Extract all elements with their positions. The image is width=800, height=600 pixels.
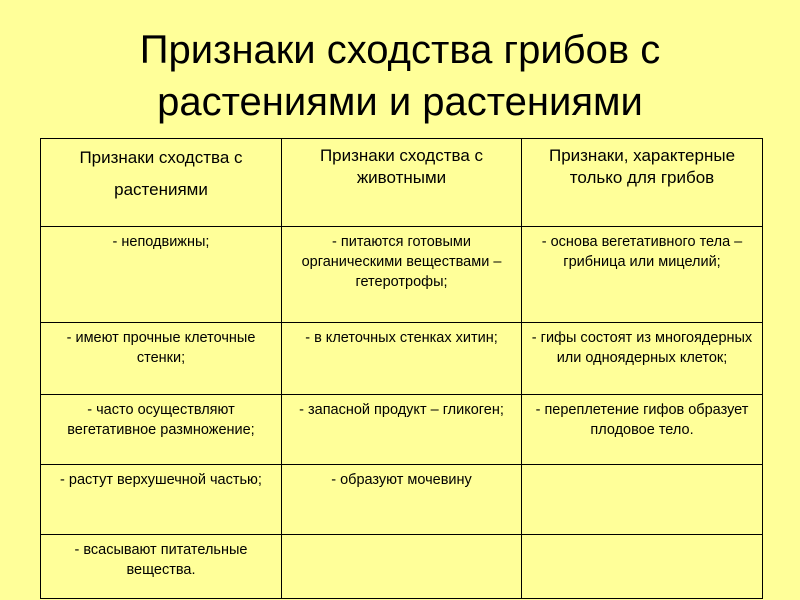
table-cell: - переплетение гифов образует плодовое тело. [522, 395, 763, 465]
table-cell [522, 535, 763, 599]
table-cell: - запасной продукт – гликоген; [282, 395, 522, 465]
table-cell [522, 465, 763, 535]
table-row [41, 395, 763, 465]
header-plants: Признаки сходства с растениями [41, 139, 282, 227]
table-cell: - питаются готовыми органическими веществами – гетеротрофы; [282, 227, 522, 323]
table-cell: - в клеточных стенках хитин; [282, 323, 522, 395]
table-row [41, 465, 763, 535]
table-header-row [41, 139, 763, 227]
table-row [41, 227, 763, 323]
table-cell: - часто осуществляют вегетативное размножение; [41, 395, 282, 465]
header-animals: Признаки сходства с животными [282, 139, 522, 227]
table-cell: - образуют мочевину [282, 465, 522, 535]
table-cell: - всасывают питательные вещества. [41, 535, 282, 599]
table-row [41, 323, 763, 395]
table-row [41, 535, 763, 599]
table-cell: - гифы состоят из многоядерных или одноядерных клеток; [522, 323, 763, 395]
table-cell: - растут верхушечной частью; [41, 465, 282, 535]
table-cell: - неподвижны; [41, 227, 282, 323]
table-cell: - имеют прочные клеточные стенки; [41, 323, 282, 395]
table-cell: - основа вегетативного тела – грибница или мицелий; [522, 227, 763, 323]
slide-title-line-2: растениями и растениями [157, 80, 643, 124]
slide-title [0, 24, 800, 128]
header-fungi-only: Признаки, характерные только для грибов [522, 139, 763, 227]
comparison-table [40, 138, 763, 599]
slide-title-line-1: Признаки сходства грибов с [139, 28, 661, 72]
table-cell [282, 535, 522, 599]
